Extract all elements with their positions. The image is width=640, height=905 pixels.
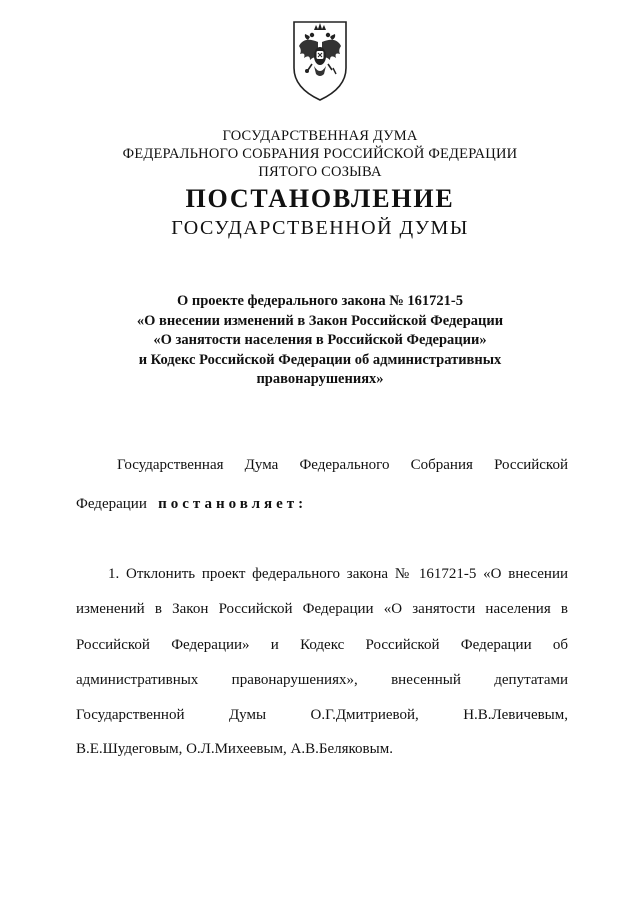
clause-line: В.Е.Шудеговым, О.Л.Михеевым, А.В.Беляковым.	[76, 741, 393, 757]
preamble-line: Государственная Дума Федерального Собрания Российской	[117, 457, 568, 473]
preamble-line	[76, 495, 307, 513]
double-headed-eagle-icon	[288, 16, 352, 106]
clause-line: 1. Отклонить проект федерального закона № 161721-5 «О внесении	[108, 566, 568, 582]
convocation: ПЯТОГО СОЗЫВА	[258, 164, 382, 180]
preamble-verb: постановляет:	[158, 496, 308, 512]
subject-line: О проекте федерального закона № 161721-5	[176, 293, 464, 309]
org-name: ГОСУДАРСТВЕННАЯ ДУМА	[222, 128, 418, 144]
clause-line: изменений в Закон Российской Федерации «О занятости населения в	[76, 601, 568, 617]
clause-line: Государственной Думы О.Г.Дмитриевой, Н.В.Левичевым,	[76, 707, 568, 723]
subject-line: правонарушениях»	[256, 371, 384, 387]
preamble-subject: Федерации	[76, 496, 147, 512]
document-subtitle: ГОСУДАРСТВЕННОЙ ДУМЫ	[171, 217, 469, 239]
clause-line: Российской Федерации» и Кодекс Российской Федерации об	[76, 637, 568, 653]
document-subject	[0, 292, 640, 390]
clause-line: административных правонарушениях», внесенный депутатами	[76, 672, 568, 688]
subject-line: «О занятости населения в Российской Федерации»	[153, 332, 487, 348]
subject-line: и Кодекс Российской Федерации об административных	[138, 351, 502, 368]
subject-line: «О внесении изменений в Закон Российской Федерации	[136, 312, 504, 329]
org-parliament: ФЕДЕРАЛЬНОГО СОБРАНИЯ РОССИЙСКОЙ ФЕДЕРАЦИИ	[122, 146, 518, 162]
document-title: ПОСТАНОВЛЕНИЕ	[185, 184, 455, 213]
issuer-header	[0, 127, 640, 181]
